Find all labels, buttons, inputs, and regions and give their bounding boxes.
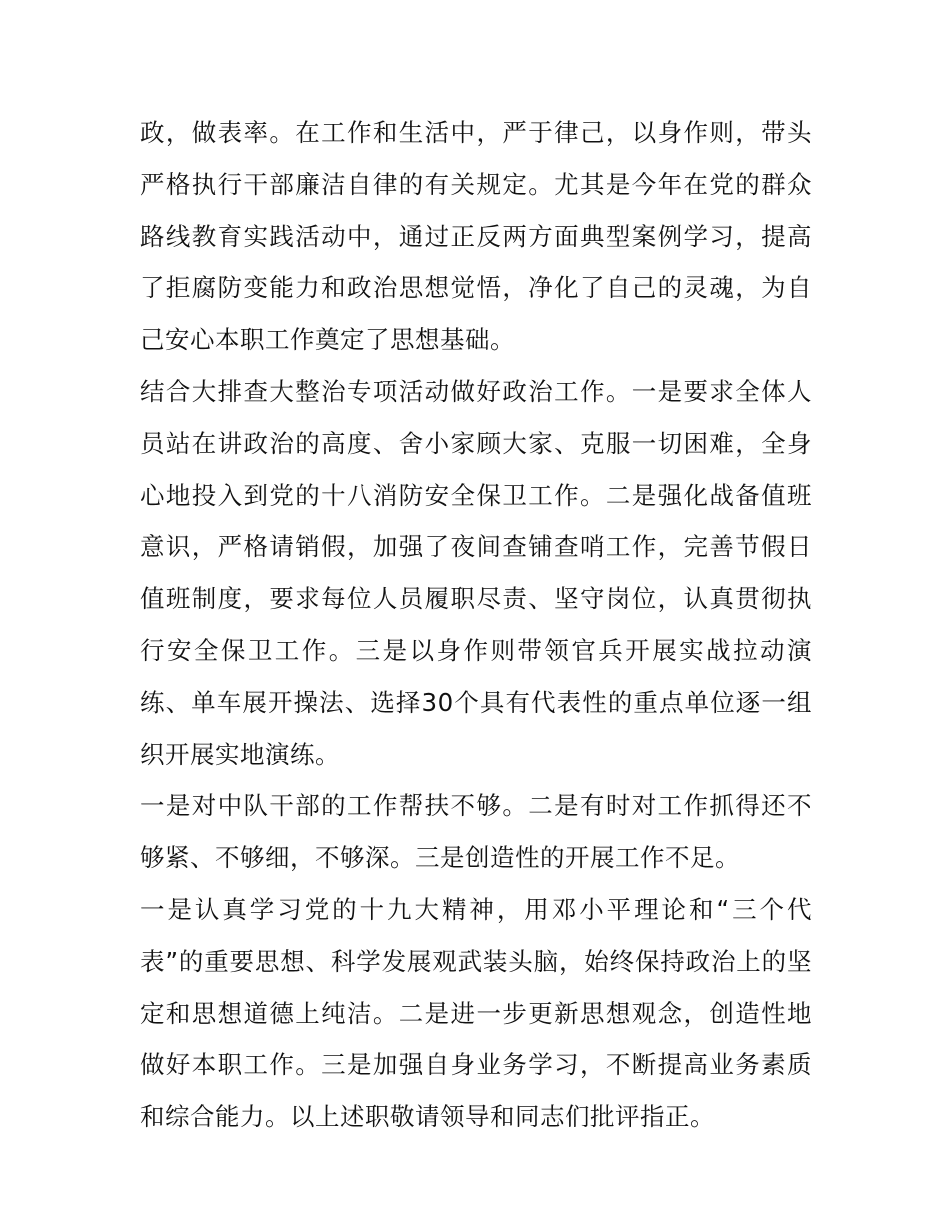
paragraph-1: 政，做表率。在工作和生活中，严于律己，以身作则，带头严格执行干部廉洁自律的有关规定。尤其是今年在党的群众路线教育实践活动中，通过正反两方面典型案例学习，提高了拒腐防变能力和政治思想觉悟，净化了自己的灵魂，为自己安心本职工作奠定了思想基础。 (140, 118, 812, 355)
paragraph-4: 一是认真学习党的十九大精神，用邓小平理论和“三个代表”的重要思想、科学发展观武装头脑，始终保持政治上的坚定和思想道德上纯洁。二是进一步更新思想观念，创造性地做好本职工作。三是加强自身业务学习，不断提高业务素质和综合能力。以上述职敬请领导和同志们批评指正。 (140, 894, 812, 1132)
document-body (140, 107, 812, 1143)
paragraph-2: 结合大排查大整治专项活动做好政治工作。一是要求全体人员站在讲政治的高度、舍小家顾大家、克服一切困难，全身心地投入到党的十八消防安全保卫工作。二是强化战备值班意识，严格请销假，加强了夜间查铺查哨工作，完善节假日值班制度，要求每位人员履职尽责、坚守岗位，认真贯彻执行安全保卫工作。三是以身作则带领官兵开展实战拉动演练、单车展开操法、选择30个具有代表性的重点单位逐一组织开展实地演练。 (140, 376, 812, 769)
paragraph-3: 一是对中队干部的工作帮扶不够。二是有时对工作抓得还不够紧、不够细，不够深。三是创造性的开展工作不足。 (140, 791, 812, 873)
